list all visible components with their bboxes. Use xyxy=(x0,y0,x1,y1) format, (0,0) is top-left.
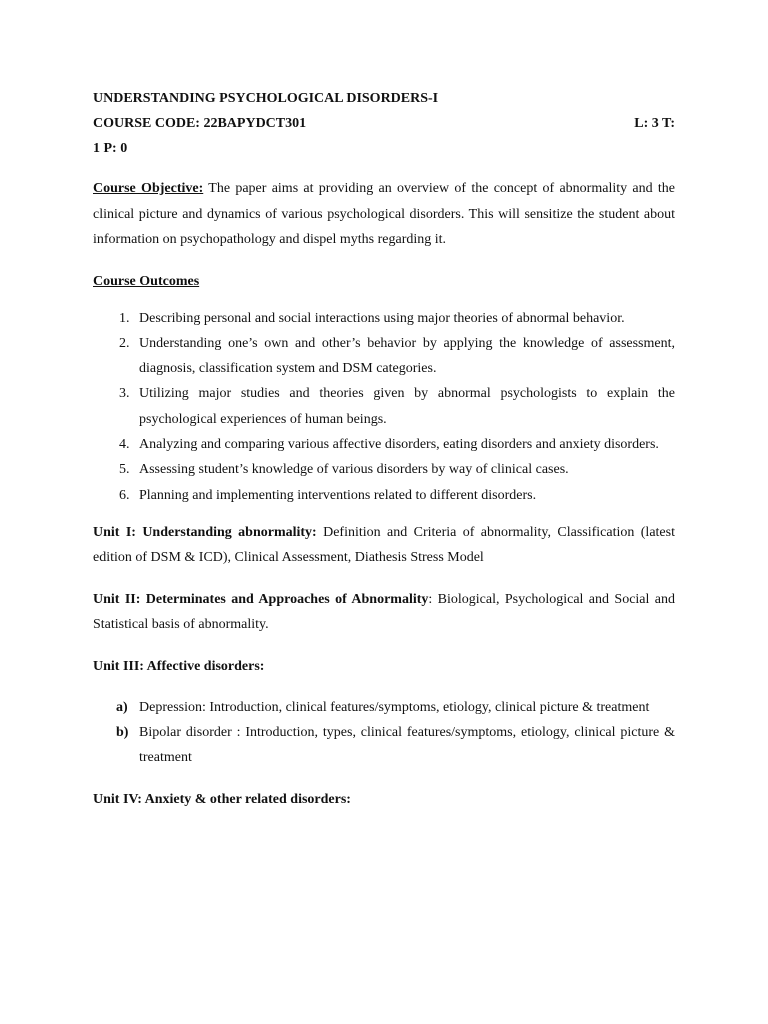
outcome-number-text: 3. xyxy=(119,386,130,402)
ltp-credits: L: 3 T: xyxy=(634,116,675,131)
outcome-item xyxy=(93,306,675,331)
course-outcomes-heading xyxy=(93,269,199,294)
course-outcomes-list xyxy=(93,306,675,508)
unit-3-item-text: Bipolar disorder : Introduction, types, clinical features/symptoms, etiology, clinical picture & treatment xyxy=(139,725,675,766)
outcome-item xyxy=(93,432,675,457)
outcome-text: Utilizing major studies and theories given by abnormal psychologists to explain the psychological experiences of human beings. xyxy=(139,386,675,427)
unit-2-label: Unit II: Determinates and Approaches of Abnormality xyxy=(93,591,429,607)
course-objective-text: The paper aims at providing an overview of the concept of abnormality and the clinical picture and dynamics of various psychological disorders. This will sensitize the student about information on psychopathology and dispel myths regarding it. xyxy=(93,181,675,247)
outcome-text: Describing personal and social interactions using major theories of abnormal behavior. xyxy=(139,310,625,326)
unit-1-label: Unit I: Understanding abnormality: xyxy=(93,524,317,540)
outcome-number xyxy=(93,381,139,432)
outcome-text: Analyzing and comparing various affective disorders, eating disorders and anxiety disorders. xyxy=(139,436,659,452)
unit-1 xyxy=(93,520,675,571)
outcome-number-text: 6. xyxy=(119,487,130,503)
course-code: COURSE CODE: 22BAPYDCT301 xyxy=(93,116,307,131)
unit-3-item-marker: a) xyxy=(116,699,128,715)
unit-3-item xyxy=(93,720,675,771)
outcome-number xyxy=(93,457,139,482)
outcome-number-text: 1. xyxy=(119,310,130,326)
unit-1-text: Definition and Criteria of abnormality, Classification (latest edition of DSM & ICD), Clinical Assessment, Diathesis Stress Model xyxy=(93,524,675,566)
outcome-item xyxy=(93,483,675,508)
outcome-number-text: 5. xyxy=(119,462,130,478)
outcome-number xyxy=(93,483,139,508)
course-code-row xyxy=(93,111,675,136)
document-content xyxy=(93,86,675,812)
unit-3-item-marker: b) xyxy=(116,725,129,741)
course-outcomes-title: Course Outcomes xyxy=(93,273,200,289)
ltp-credits-continued: 1 P: 0 xyxy=(93,141,128,156)
outcome-item xyxy=(93,381,675,432)
outcome-number-text: 4. xyxy=(119,436,130,452)
outcome-number-text: 2. xyxy=(119,335,130,351)
outcome-text: Understanding one’s own and other’s behavior by applying the knowledge of assessment, diagnosis, classification system and DSM categories. xyxy=(139,335,675,377)
unit-3-list xyxy=(93,695,675,771)
unit-3-label: Unit III: Affective disorders: xyxy=(93,658,265,674)
outcome-number xyxy=(93,306,139,331)
outcome-number xyxy=(93,432,139,457)
outcome-number xyxy=(93,331,139,382)
outcome-item xyxy=(93,331,675,382)
outcome-item xyxy=(93,457,675,482)
unit-2-text: : Biological, Psychological and Social and Statistical basis of abnormality. xyxy=(93,591,675,633)
unit-2 xyxy=(93,587,675,638)
course-objective xyxy=(93,176,675,253)
outcome-text: Assessing student’s knowledge of various disorders by way of clinical cases. xyxy=(139,462,569,478)
outcome-text: Planning and implementing interventions related to different disorders. xyxy=(139,487,537,503)
course-objective-label: Course Objective: xyxy=(93,181,204,196)
unit-3-item-text: Depression: Introduction, clinical features/symptoms, etiology, clinical picture & treatment xyxy=(139,699,650,715)
course-title: UNDERSTANDING PSYCHOLOGICAL DISORDERS-I xyxy=(93,91,439,106)
unit-3-item xyxy=(93,695,675,720)
unit-4-label: Unit IV: Anxiety & other related disorders: xyxy=(93,791,351,807)
